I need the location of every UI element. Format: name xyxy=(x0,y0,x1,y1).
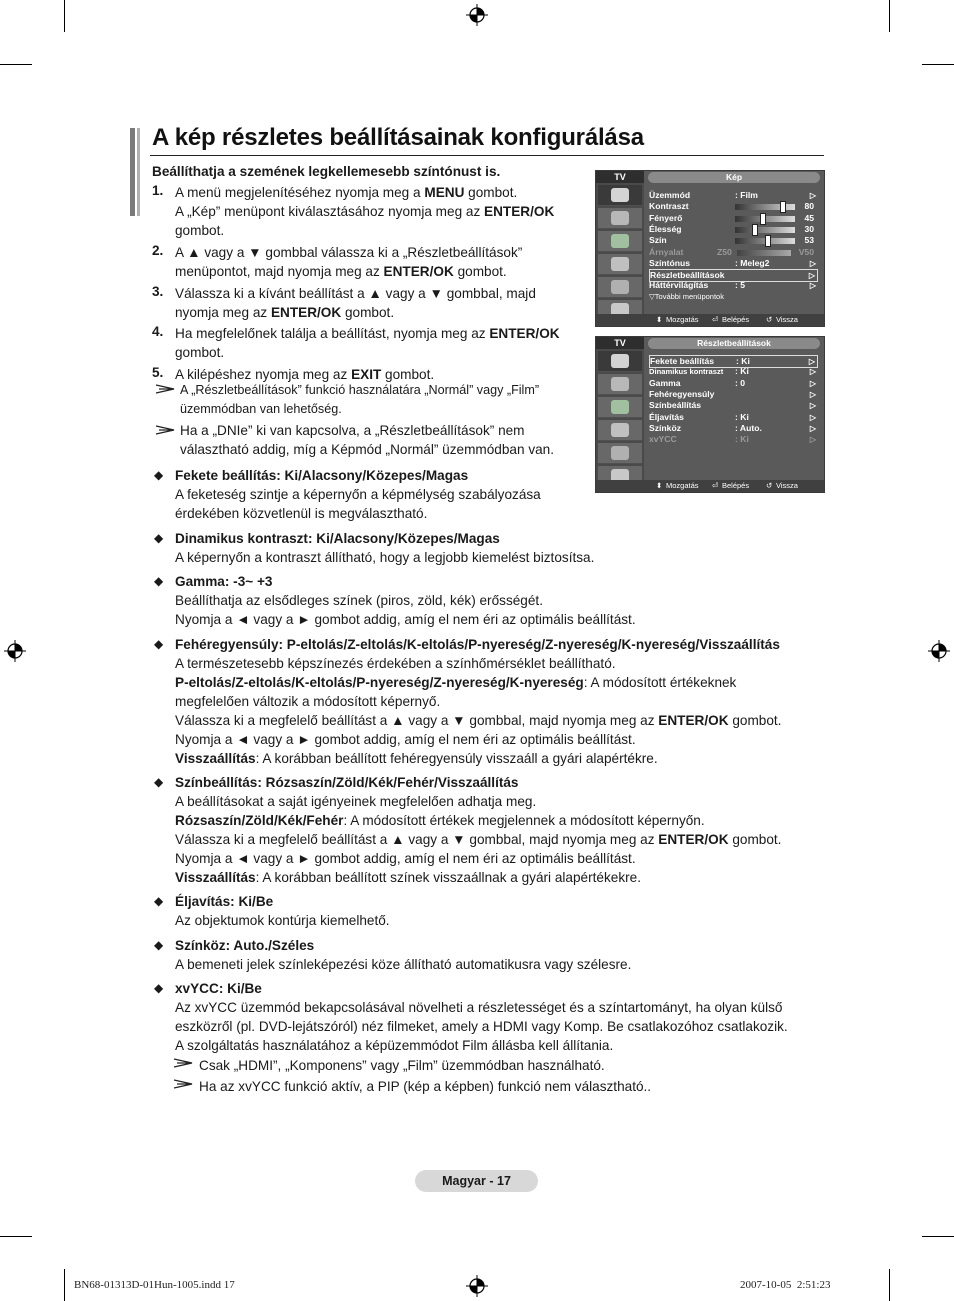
text-run: A ▲ vagy a ▼ gombbal válassza ki a „Részletbeállítások” xyxy=(175,245,523,260)
osd-row-value: : Auto. xyxy=(735,422,762,433)
bullet-diamond-icon: ◆ xyxy=(154,574,164,588)
osd-submenu-arrow-icon: ▷ xyxy=(809,378,816,388)
step-line xyxy=(175,262,507,281)
text-run: nyomja meg az xyxy=(175,305,271,320)
osd-submenu-arrow-icon: ▷ xyxy=(809,281,816,291)
step-line xyxy=(175,243,522,262)
text-run: menüpontot, majd nyomja meg az xyxy=(175,264,384,279)
registration-mark-icon xyxy=(928,640,950,662)
section-heading: Fehéregyensúly: P-eltolás/Z-eltolás/K-eltolás/P-nyereség/Z-nyereség/K-nyereség/Visszaállítás xyxy=(175,637,780,652)
text-run: gombot. xyxy=(453,264,507,279)
section-line xyxy=(175,548,594,567)
step-line xyxy=(175,343,224,362)
text-run: Nyomja a ◄ vagy a ► gombot addig, amíg el nem éri az optimális beállítást. xyxy=(175,851,636,866)
text-run: érdekében közvetlenül is megválasztható. xyxy=(175,506,428,521)
osd-key-icon: ⏎ xyxy=(712,315,719,324)
step-line xyxy=(175,303,394,322)
osd-footer-label: Mozgatás xyxy=(666,481,699,490)
note-line: Ha az xvYCC funkció aktív, a PIP (kép a képben) funkció nem választható.. xyxy=(199,1079,652,1094)
osd-submenu-arrow-icon: ▷ xyxy=(809,401,816,411)
step-line xyxy=(175,284,536,303)
crop-mark xyxy=(889,1269,890,1301)
osd-submenu-arrow-icon: ▷ xyxy=(809,258,816,268)
text-run: MENU xyxy=(424,185,465,200)
text-run: A menü megjelenítéséhez nyomja meg a xyxy=(175,185,425,200)
osd-category-icon xyxy=(611,423,629,437)
text-run: Az objektumok kontúrja kiemelhető. xyxy=(175,913,390,928)
text-run: Válassza ki a megfelelő beállítást a ▲ vagy a ▼ gombbal, majd nyomja meg az xyxy=(175,832,659,847)
text-run: A beállításokat a saját igényeinek megfelelően adhatja meg. xyxy=(175,794,537,809)
osd-menu-icon xyxy=(598,351,642,372)
osd-row xyxy=(649,213,818,224)
crop-mark xyxy=(922,64,954,65)
section-line xyxy=(175,1036,613,1055)
section-heading: Dinamikus kontraszt: Ki/Alacsony/Közepes/Magas xyxy=(175,531,500,546)
osd-category-icon xyxy=(611,354,629,368)
registration-mark-icon xyxy=(466,4,488,26)
text-run: Beállíthatja az elsődleges színek (piros, zöld, kék) erősségét. xyxy=(175,593,543,608)
section-line xyxy=(175,811,705,830)
osd-row xyxy=(649,400,818,411)
section-heading: Éljavítás: Ki/Be xyxy=(175,894,274,909)
osd-tv-label: TV xyxy=(596,337,644,349)
title-rule xyxy=(150,155,824,156)
step-number: 4. xyxy=(152,324,164,339)
osd-row xyxy=(649,389,818,400)
osd-slider-value: 45 xyxy=(804,212,814,223)
osd-menu-icon xyxy=(598,231,642,252)
title-accent-bar xyxy=(130,128,135,216)
section-line xyxy=(175,830,781,849)
text-run: : A korábban beállított színek visszaállnak a gyári alapértékekre. xyxy=(255,870,641,885)
section-heading: xvYCC: Ki/Be xyxy=(175,981,262,996)
osd-row-label: Üzemmód xyxy=(649,190,691,200)
text-run: A bemeneti jelek színleképezési köze állítható automatikusra vagy szélesre. xyxy=(175,957,632,972)
osd-row-value: : Ki xyxy=(735,411,749,422)
osd-row-label: Gamma xyxy=(649,377,681,388)
osd-header: Részletbeállítások xyxy=(648,338,820,349)
osd-category-icon xyxy=(611,188,629,202)
osd-submenu-arrow-icon: ▷ xyxy=(809,435,816,445)
text-run: ENTER/OK xyxy=(658,832,729,847)
text-run: gombot. xyxy=(464,185,518,200)
osd-category-icon xyxy=(611,377,629,391)
note-arrow-icon xyxy=(173,1058,193,1068)
osd-row-label: Fehéregyensúly xyxy=(649,388,715,399)
section-line xyxy=(175,485,541,504)
osd-footer-label: Belépés xyxy=(722,315,750,324)
text-run: gombot. xyxy=(341,305,395,320)
page-number: Magyar - 17 xyxy=(415,1170,538,1192)
text-run: A szolgáltatás használatához a képüzemmódot Film állásba kell állítania. xyxy=(175,1038,614,1053)
intro-text: Beállíthatja a szemének legkellemesebb színtónust is. xyxy=(152,164,501,179)
osd-row xyxy=(649,423,818,434)
osd-row xyxy=(649,280,818,291)
osd-row-label: Színbeállítás xyxy=(649,400,702,411)
note-line: A „Részletbeállítások” funkció használatára „Normál” vagy „Film” xyxy=(180,383,540,397)
text-run: Válassza ki a megfelelő beállítást a ▲ vagy a ▼ gombbal, majd nyomja meg az xyxy=(175,713,659,728)
bullet-diamond-icon: ◆ xyxy=(154,531,164,545)
note-arrow-icon xyxy=(155,425,175,435)
text-run: : A módosított értékeknek xyxy=(583,675,737,690)
text-run: : A módosított értékek megjelennek a módosított képernyőn. xyxy=(343,813,705,828)
osd-row xyxy=(649,201,818,212)
osd-submenu-arrow-icon: ▷ xyxy=(808,357,815,366)
section-line xyxy=(175,591,543,610)
section-line xyxy=(175,998,783,1017)
crop-mark xyxy=(0,64,32,65)
osd-footer xyxy=(596,314,824,326)
osd-slider-value: 53 xyxy=(804,235,814,246)
osd-menu-icon xyxy=(598,374,642,395)
text-run: Visszaállítás xyxy=(175,870,256,885)
osd-submenu-arrow-icon: ▷ xyxy=(809,389,816,399)
osd-row xyxy=(649,366,818,377)
osd-row-label: Háttérvilágítás xyxy=(649,280,709,291)
osd-row-label: Színtónus xyxy=(649,257,691,268)
osd-submenu-arrow-icon: ▷ xyxy=(809,367,816,377)
osd-slider-knob xyxy=(765,235,771,247)
osd-slider-knob xyxy=(760,213,766,225)
note-line: Ha a „DNIe” ki van kapcsolva, a „Részletbeállítások” nem xyxy=(180,423,525,438)
tv-menu-picture xyxy=(595,170,825,327)
osd-row xyxy=(649,247,818,258)
crop-mark xyxy=(0,1236,32,1237)
text-run: Ha megfelelőnek találja a beállítást, nyomja meg az xyxy=(175,326,490,341)
osd-row-label: Szín xyxy=(649,235,667,246)
print-slug-right: 2007-10-05 ︎︎ 2:51:23 xyxy=(740,1279,831,1291)
osd-submenu-arrow-icon: ▷ xyxy=(809,191,816,200)
osd-row-value: : Film xyxy=(735,190,758,200)
osd-row-label: Színköz xyxy=(649,422,681,433)
step-number: 1. xyxy=(152,183,164,198)
section-heading: Fekete beállítás: Ki/Alacsony/Közepes/Magas xyxy=(175,468,469,483)
note-line: választható addig, míg a Képmód „Normál” üzemmódban van. xyxy=(180,442,555,457)
osd-menu-icon xyxy=(598,443,642,464)
page-title: A kép részletes beállításainak konfigurálása xyxy=(152,124,644,151)
crop-mark xyxy=(889,0,890,32)
osd-slider-track xyxy=(735,204,795,210)
osd-tint-left: Z50 xyxy=(717,246,732,257)
note-line: Csak „HDMI”, „Komponens” vagy „Film” üzemmódban használható. xyxy=(199,1058,605,1073)
section-line xyxy=(175,911,390,930)
osd-category-icon xyxy=(611,400,629,414)
osd-more-items: ▽További menüpontok xyxy=(649,292,724,301)
osd-menu-icon xyxy=(598,420,642,441)
osd-footer xyxy=(596,480,824,492)
osd-row-label: Éljavítás xyxy=(649,411,684,422)
section-line xyxy=(175,711,781,730)
text-run: A kilépéshez nyomja meg az xyxy=(175,367,352,382)
osd-row-label: Árnyalat xyxy=(649,246,684,257)
text-run: EXIT xyxy=(351,367,382,382)
note-line: üzemmódban van lehetőség. xyxy=(180,402,342,416)
osd-menu-icon xyxy=(598,254,642,275)
text-run: P-eltolás/Z-eltolás/K-eltolás/P-nyereség/Z-nyereség/K-nyereség xyxy=(175,675,584,690)
osd-row xyxy=(649,434,818,445)
osd-category-icon xyxy=(611,280,629,294)
text-run: Visszaállítás xyxy=(175,751,256,766)
osd-menu-icon xyxy=(598,185,642,206)
print-slug-left: BN68-01313D-01Hun-1005.indd 17 xyxy=(74,1279,235,1291)
bullet-diamond-icon: ◆ xyxy=(154,468,164,482)
text-run: : A korábban beállított fehéregyensúly visszaáll a gyári alapértékre. xyxy=(255,751,658,766)
step-number: 3. xyxy=(152,284,164,299)
bullet-diamond-icon: ◆ xyxy=(154,938,164,952)
text-run: gombot. xyxy=(381,367,435,382)
step-line xyxy=(175,324,560,343)
registration-mark-icon xyxy=(466,1275,488,1297)
section-line xyxy=(175,654,616,673)
osd-submenu-arrow-icon: ▷ xyxy=(809,423,816,433)
section-line xyxy=(175,849,636,868)
section-line xyxy=(175,1017,788,1036)
bullet-diamond-icon: ◆ xyxy=(154,775,164,789)
osd-row xyxy=(649,378,818,389)
title-accent-bar xyxy=(137,128,140,216)
text-run: gombot. xyxy=(728,832,782,847)
step-line xyxy=(175,202,554,221)
osd-key-icon: ⏎ xyxy=(712,481,719,490)
osd-row-label: Részletbeállítások xyxy=(650,270,725,281)
step-number: 2. xyxy=(152,243,164,258)
osd-key-icon: ↺ xyxy=(766,315,773,324)
text-run: gombot. xyxy=(175,345,225,360)
osd-submenu-arrow-icon: ▷ xyxy=(809,412,816,422)
bullet-diamond-icon: ◆ xyxy=(154,894,164,908)
text-run: A képernyőn a kontraszt állítható, hogy a legjobb kiemelést biztosítsa. xyxy=(175,550,595,565)
osd-key-icon: ↺ xyxy=(766,481,773,490)
text-run: Az xvYCC üzemmód bekapcsolásával növelheti a részletességet és a színtartományt, ha olyan külső xyxy=(175,1000,783,1015)
osd-category-icon xyxy=(611,211,629,225)
osd-key-icon: ⬍ xyxy=(656,481,663,490)
osd-row-label: xvYCC xyxy=(649,434,677,445)
osd-footer-label: Vissza xyxy=(776,481,798,490)
osd-row-value: : Meleg2 xyxy=(735,257,770,268)
osd-row-label: Élesség xyxy=(649,223,682,234)
osd-header: Kép xyxy=(648,172,820,183)
bullet-diamond-icon: ◆ xyxy=(154,981,164,995)
osd-row-label: Fekete beállítás xyxy=(650,356,715,366)
osd-row-label: Fényerő xyxy=(649,212,683,223)
section-line xyxy=(175,749,658,768)
osd-row-label: Dinamikus kontraszt xyxy=(649,367,724,377)
text-run: A természetesebb képszínezés érdekében a színhőmérséklet beállítható. xyxy=(175,656,616,671)
text-run: ENTER/OK xyxy=(383,264,454,279)
osd-slider-knob xyxy=(752,224,758,236)
section-line xyxy=(175,730,636,749)
text-run: A „Kép” menüpont kiválasztásához nyomja meg az xyxy=(175,204,485,219)
osd-row-value: : Ki xyxy=(736,356,750,366)
osd-category-icon xyxy=(611,446,629,460)
text-run: ENTER/OK xyxy=(484,204,555,219)
osd-row xyxy=(649,190,818,201)
text-run: eszközről (pl. DVD-lejátszóról) néz filmeket, amely a HDMI vagy Komp. Be csatlakozóhoz csatlakozik. xyxy=(175,1019,788,1034)
osd-slider-value: 30 xyxy=(804,223,814,234)
osd-footer-label: Vissza xyxy=(776,315,798,324)
step-number: 5. xyxy=(152,365,164,380)
osd-row-value: : Ki xyxy=(735,434,749,445)
note-arrow-icon xyxy=(173,1079,193,1089)
section-line xyxy=(175,868,641,887)
osd-footer-label: Belépés xyxy=(722,481,750,490)
osd-category-icon xyxy=(611,257,629,271)
bullet-diamond-icon: ◆ xyxy=(154,637,164,651)
osd-tint-right: V50 xyxy=(798,246,814,257)
registration-mark-icon xyxy=(4,640,26,662)
crop-mark xyxy=(64,1269,65,1301)
osd-slider-track xyxy=(735,227,795,233)
text-run: ENTER/OK xyxy=(658,713,729,728)
tv-menu-detail-settings xyxy=(595,336,825,493)
osd-row-value: : 0 xyxy=(735,377,746,388)
osd-row-value: : 5 xyxy=(735,280,746,291)
text-run: gombot. xyxy=(728,713,782,728)
text-run: Nyomja a ◄ vagy a ► gombot addig, amíg el nem éri az optimális beállítást. xyxy=(175,732,636,747)
osd-slider-knob xyxy=(780,201,786,213)
osd-submenu-arrow-icon: ▷ xyxy=(808,271,815,281)
text-run: Rózsaszín/Zöld/Kék/Fehér xyxy=(175,813,344,828)
osd-row xyxy=(649,224,818,235)
text-run: ENTER/OK xyxy=(489,326,560,341)
osd-slider-value: 80 xyxy=(804,201,814,212)
osd-menu-icon xyxy=(598,208,642,229)
osd-menu-icon xyxy=(598,397,642,418)
crop-mark xyxy=(64,0,65,32)
note-arrow-icon xyxy=(155,384,175,394)
text-run: Nyomja a ◄ vagy a ► gombot addig, amíg el nem éri az optimális beállítást. xyxy=(175,612,636,627)
section-heading: Színköz: Auto./Széles xyxy=(175,938,315,953)
step-line xyxy=(175,183,517,202)
text-run: A feketeség szintje a képernyőn a képmélység szabályozása xyxy=(175,487,541,502)
osd-row-value: : Ki xyxy=(735,366,749,377)
section-heading: Színbeállítás: Rózsaszín/Zöld/Kék/Fehér/Visszaállítás xyxy=(175,775,519,790)
osd-row-label: Kontraszt xyxy=(649,201,689,212)
step-line xyxy=(175,221,224,240)
osd-row xyxy=(649,412,818,423)
section-line xyxy=(175,692,440,711)
osd-row xyxy=(649,235,818,246)
osd-row xyxy=(649,258,818,269)
osd-slider-track xyxy=(737,250,791,256)
text-run: gombot. xyxy=(175,223,225,238)
osd-tv-label: TV xyxy=(596,171,644,183)
text-run: megfelelően változik a módosított képernyő. xyxy=(175,694,441,709)
section-line xyxy=(175,792,536,811)
crop-mark xyxy=(922,1236,954,1237)
text-run: ENTER/OK xyxy=(270,305,342,320)
text-run: Válassza ki a kívánt beállítást a ▲ vagy a ▼ gombbal, majd xyxy=(175,286,536,301)
section-heading: Gamma: -3~ +3 xyxy=(175,574,273,589)
section-line xyxy=(175,610,636,629)
osd-menu-icon xyxy=(598,277,642,298)
osd-key-icon: ⬍ xyxy=(656,315,663,324)
osd-footer-label: Mozgatás xyxy=(666,315,699,324)
osd-category-icon xyxy=(611,234,629,248)
section-line xyxy=(175,673,736,692)
section-line xyxy=(175,955,631,974)
section-line xyxy=(175,504,427,523)
